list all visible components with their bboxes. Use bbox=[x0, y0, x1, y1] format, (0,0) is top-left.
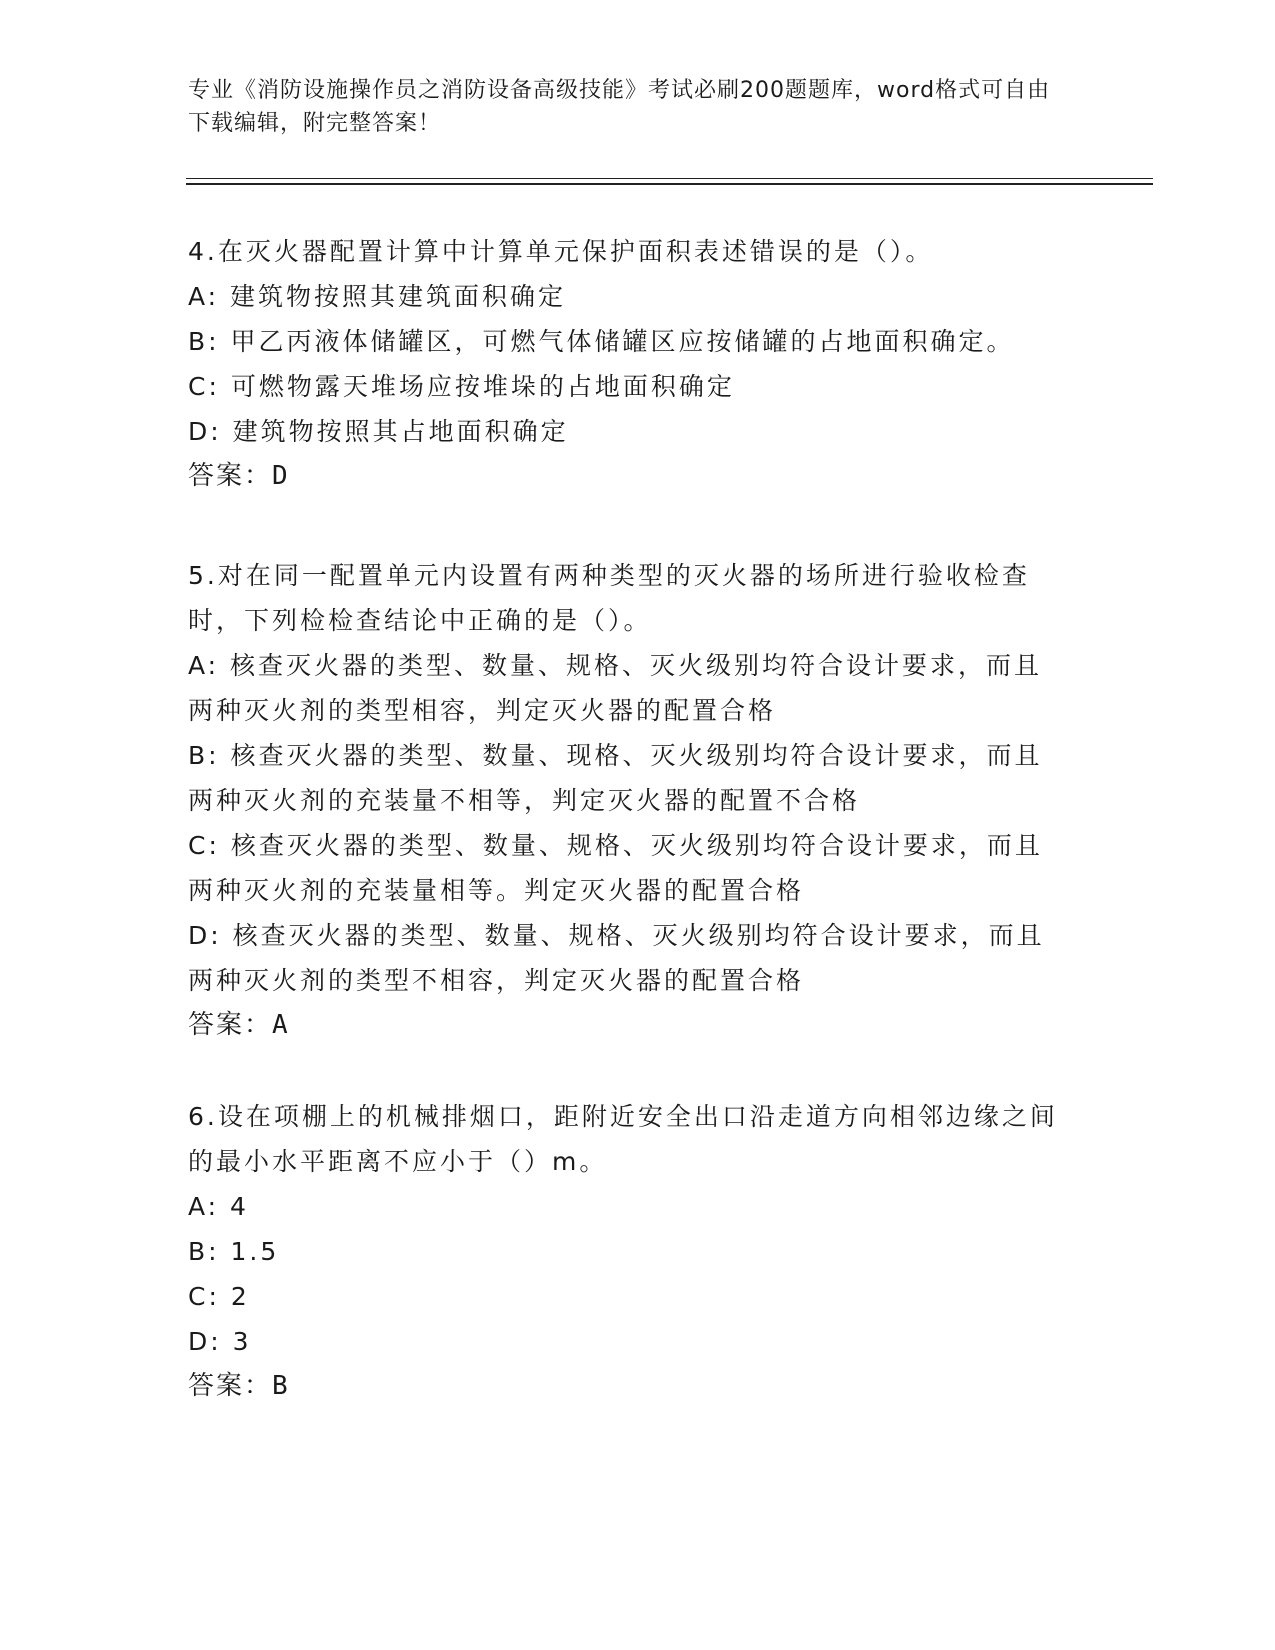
option-c: C: 核查灭火器的类型、数量、规格、灭火级别均符合设计要求，而且两种灭火剂的充装量相等。判定灭火器的配置合格 bbox=[188, 831, 1043, 905]
question-stem: 6.设在项棚上的机械排烟口，距附近安全出口沿走道方向相邻边缘之间的最小水平距离不应小于（）m。 bbox=[188, 1102, 1058, 1176]
option-d: D: 建筑物按照其占地面积确定 bbox=[188, 417, 569, 446]
answer-label: 答案： bbox=[188, 461, 273, 491]
option-c: C: 2 bbox=[188, 1282, 250, 1311]
answer-line bbox=[188, 1003, 1068, 1048]
option-b: B: 核查灭火器的类型、数量、现格、灭火级别均符合设计要求，而且两种灭火剂的充装量不相等，判定灭火器的配置不合格 bbox=[188, 741, 1043, 815]
option-a: A: 4 bbox=[188, 1192, 249, 1221]
option-b: B: 1.5 bbox=[188, 1237, 280, 1266]
header-divider-thick bbox=[186, 183, 1153, 185]
answer-label: 答案： bbox=[188, 1010, 273, 1040]
answer-value: D bbox=[272, 461, 290, 491]
answer-value: B bbox=[272, 1371, 290, 1401]
option-a: A: 核查灭火器的类型、数量、规格、灭火级别均符合设计要求，而且两种灭火剂的类型相容，判定灭火器的配置合格 bbox=[188, 651, 1043, 725]
option-a: A: 建筑物按照其建筑面积确定 bbox=[188, 282, 567, 311]
header-text: 专业《消防设施操作员之消防设备高级技能》考试必刷200题题库，word格式可自由下载编辑，附完整答案！ bbox=[188, 78, 1051, 136]
option-d: D: 核查灭火器的类型、数量、规格、灭火级别均符合设计要求，而且两种灭火剂的类型不相容，判定灭火器的配置合格 bbox=[188, 921, 1045, 995]
question-4 bbox=[188, 229, 1068, 499]
document-header bbox=[188, 74, 1068, 140]
question-stem: 4.在灭火器配置计算中计算单元保护面积表述错误的是（）。 bbox=[188, 237, 934, 266]
option-b: B: 甲乙丙液体储罐区，可燃气体储罐区应按储罐的占地面积确定。 bbox=[188, 327, 1015, 356]
option-d: D: 3 bbox=[188, 1327, 252, 1356]
question-5 bbox=[188, 553, 1068, 1048]
option-c: C: 可燃物露天堆场应按堆垛的占地面积确定 bbox=[188, 372, 735, 401]
question-6 bbox=[188, 1094, 1068, 1409]
answer-line bbox=[188, 454, 1068, 499]
question-stem: 5.对在同一配置单元内设置有两种类型的灭火器的场所进行验收检查时，下列检检查结论中正确的是（）。 bbox=[188, 561, 1030, 635]
answer-line bbox=[188, 1364, 1068, 1409]
header-divider-thin bbox=[186, 178, 1153, 179]
answer-value: A bbox=[272, 1010, 290, 1040]
answer-label: 答案： bbox=[188, 1371, 273, 1401]
